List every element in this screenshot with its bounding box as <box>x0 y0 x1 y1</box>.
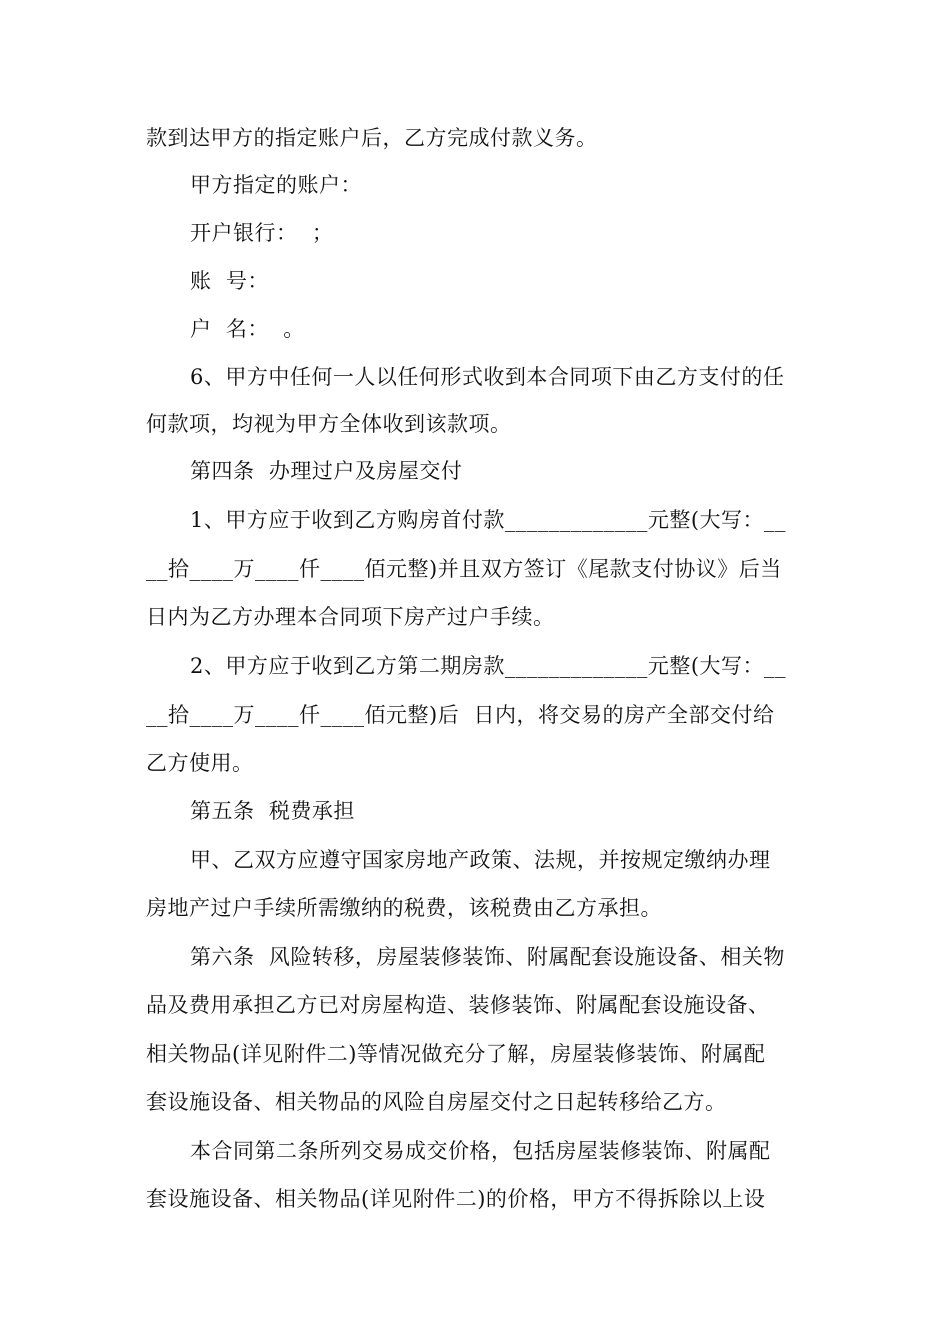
text-line: 2、甲方应于收到乙方第二期房款_____________元整(大写：__ <box>190 654 787 678</box>
section-heading: 第六条 风险转移，房屋装修装饰、附属配套设施设备、相关物 <box>190 945 785 969</box>
text-line: 日内为乙方办理本合同项下房产过户手续。 <box>146 605 555 629</box>
text-line: 套设施设备、相关物品(详见附件二)的价格，甲方不得拆除以上设 <box>146 1187 766 1211</box>
text-line: 套设施设备、相关物品的风险自房屋交付之日起转移给乙方。 <box>146 1090 727 1114</box>
text-line: 款到达甲方的指定账户后，乙方完成付款义务。 <box>146 126 598 150</box>
text-line: 相关物品(详见附件二)等情况做充分了解，房屋装修装饰、附属配 <box>146 1042 766 1066</box>
section-heading: 第四条 办理过户及房屋交付 <box>190 459 463 483</box>
text-line: 户 名： 。 <box>190 317 305 341</box>
text-line: __拾____万____仟____佰元整)后 日内，将交易的房产全部交付给 <box>146 703 775 727</box>
text-line: 何款项，均视为甲方全体收到该款项。 <box>146 412 512 436</box>
text-line: 甲方指定的账户： <box>190 173 362 197</box>
text-line: 开户银行： ； <box>190 221 334 245</box>
text-line: 甲、乙双方应遵守国家房地产政策、法规，并按规定缴纳办理 <box>190 848 771 872</box>
text-line: 房地产过户手续所需缴纳的税费，该税费由乙方承担。 <box>146 896 662 920</box>
text-line: 品及费用承担乙方已对房屋构造、装修装饰、附属配套设施设备、 <box>146 993 770 1017</box>
text-line: __拾____万____仟____佰元整)并且双方签订《尾款支付协议》后当 <box>146 557 782 581</box>
text-line: 乙方使用。 <box>146 751 254 775</box>
text-line: 本合同第二条所列交易成交价格，包括房屋装修装饰、附属配 <box>190 1139 771 1163</box>
text-line: 账 号： <box>190 269 269 293</box>
section-heading: 第五条 税费承担 <box>190 799 355 823</box>
text-line: 6、甲方中任何一人以任何形式收到本合同项下由乙方支付的任 <box>190 365 785 389</box>
text-line: 1、甲方应于收到乙方购房首付款_____________元整(大写：__ <box>190 508 787 532</box>
